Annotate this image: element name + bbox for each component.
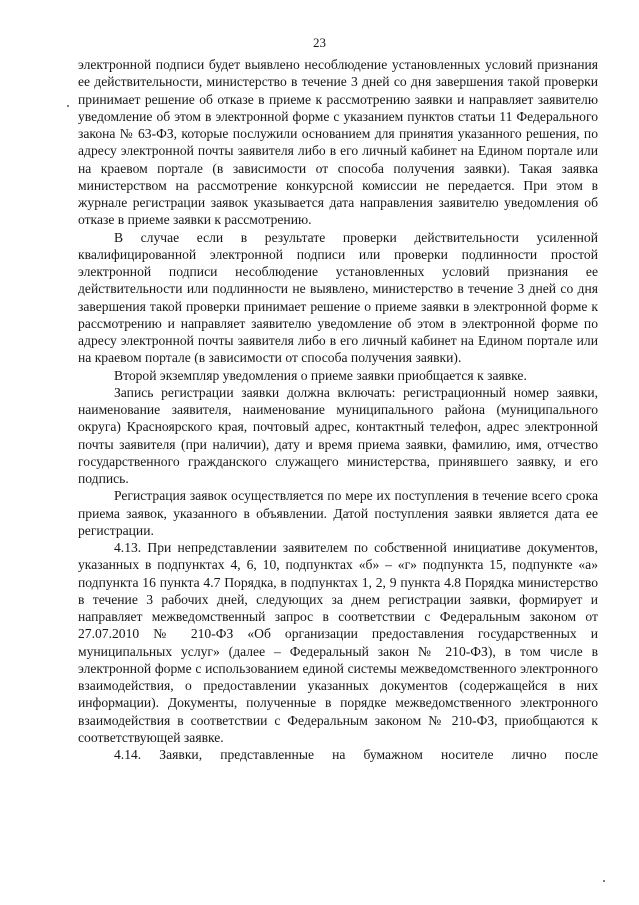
- paragraph-signature-check-acceptance: В случае если в результате проверки действительности усиленной квалифицированной электронной подписи или проверки подлинности простой электронной подписи несоблюдение установленных условий признания ее действительности или подлинности не выявлено, министерство в течение 3 дней со дня завершения такой проверки принимает решение о приеме заявки в электронной форме к рассмотрению и направляет заявителю уведомление об этом в электронной форме по адресу электронной почты заявителя либо в его личный кабинет на Едином портале или на краевом портале (в зависимости от способа получения заявки).: [78, 229, 598, 366]
- document-body: [78, 56, 598, 763]
- paragraph-clause-4-14: 4.14. Заявки, представленные на бумажном носителе лично после: [114, 747, 598, 762]
- scan-speck: [67, 105, 69, 107]
- scan-speck: [603, 880, 605, 882]
- paragraph-second-copy: Второй экземпляр уведомления о приеме заявки приобщается к заявке.: [114, 367, 527, 383]
- paragraph-signature-check-refusal: электронной подписи будет выявлено несоблюдение установленных условий признания ее действительности, министерство в течение 3 дней со дня завершения такой проверки принимает решение об отказе в приеме к рассмотрению заявки и направляет заявителю уведомление об этом в электронной форме с указанием пунктов статьи 11 Федерального закона № 63-ФЗ, которые послужили основанием для принятия указанного решения, по адресу электронной почты заявителя либо в его личный кабинет на Едином портале или на краевом портале (в зависимости от способа получения заявки). Такая заявка министерством на рассмотрение конкурсной комиссии не передается. При этом в журнале регистрации заявок указывается дата направления заявителю уведомления об отказе в приеме заявки к рассмотрению.: [78, 57, 598, 228]
- paragraph-registration-order: Регистрация заявок осуществляется по мере их поступления в течение всего срока приема заявок, указанного в объявлении. Датой поступления заявки является дата ее регистрации.: [78, 488, 598, 538]
- paragraph-registration-record: Запись регистрации заявки должна включать: регистрационный номер заявки, наименование заявителя, наименование муниципального района (муниципального округа) Красноярского края, почтовый адрес, контактный телефон, адрес электронной почты заявителя (при наличии), дату и время приема заявки, фамилию, имя, отчество государственного гражданского служащего министерства, принявшего заявку, и его подпись.: [78, 384, 598, 486]
- paragraph-clause-4-13: 4.13. При непредставлении заявителем по собственной инициативе документов, указанных в подпунктах 4, 6, 10, подпунктах «б» – «г» подпункта 15, подпункте «а» подпункта 16 пункта 4.7 Порядка, в подпунктах 1, 2, 9 пункта 4.8 Порядка министерство в течение 3 рабочих дней, следующих за днем регистрации заявки, формирует и направляет межведомственный запрос в соответствии с Федеральным законом от 27.07.2010 № 210-ФЗ «Об организации предоставления государственных и муниципальных услуг» (далее – Федеральный закон № 210-ФЗ), в том числе в электронной форме с использованием единой системы межведомственного электронного взаимодействия, о предоставлении указанных документов (содержащейся в них информации). Документы, полученные в порядке межведомственного электронного взаимодействия в соответствии с Федеральным законом № 210-ФЗ, приобщаются к соответствующей заявке.: [78, 540, 598, 745]
- page-number: 23: [313, 35, 326, 50]
